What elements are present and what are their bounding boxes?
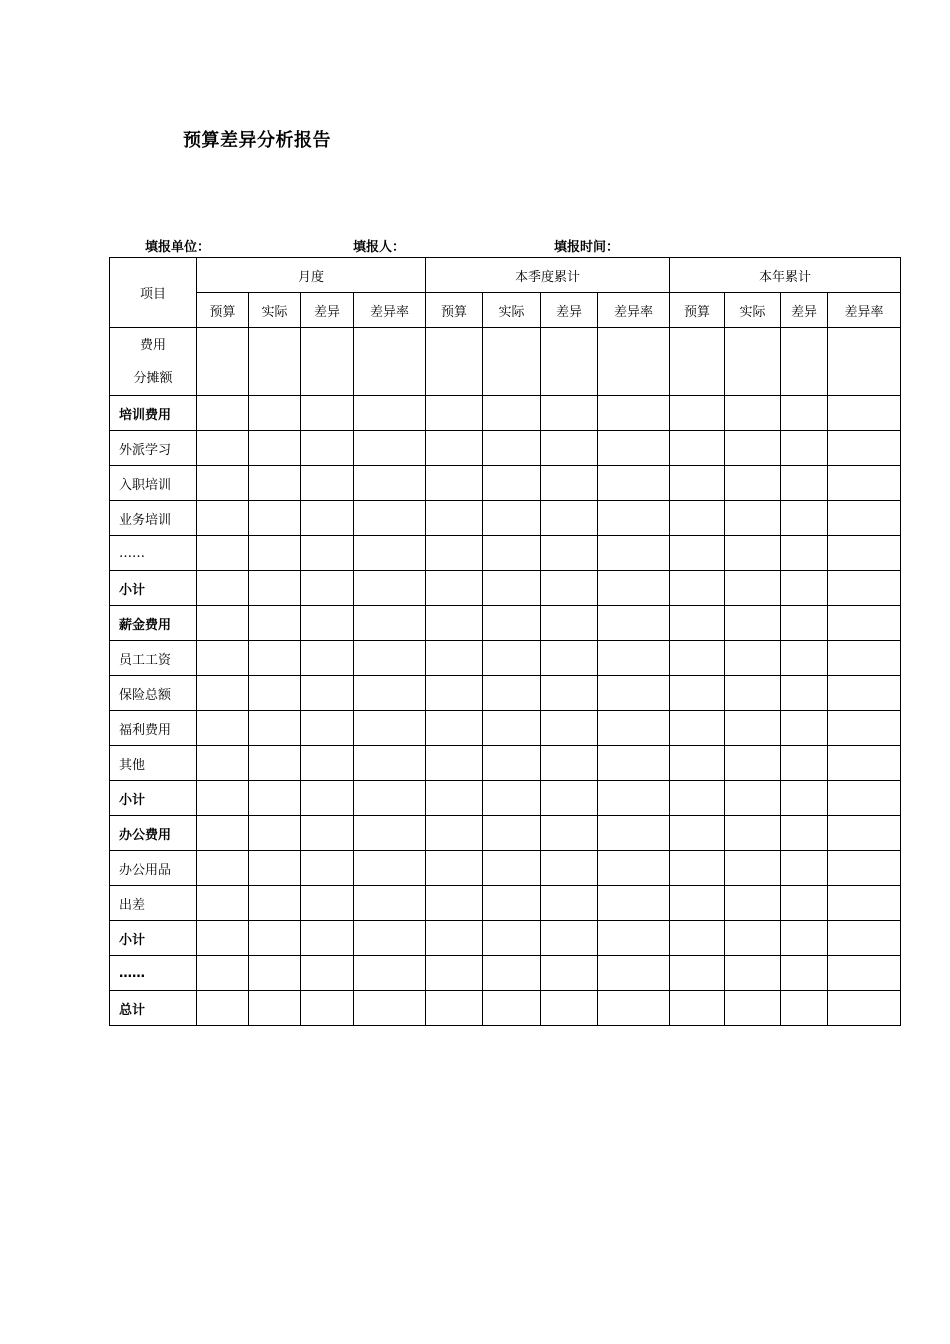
table-cell	[249, 711, 301, 746]
table-cell	[828, 606, 901, 641]
table-cell	[197, 886, 249, 921]
table-cell	[426, 816, 483, 851]
table-cell	[483, 571, 541, 606]
table-cell	[483, 711, 541, 746]
table-cell	[197, 781, 249, 816]
row-label: ……	[110, 536, 197, 571]
row-label: 小计	[110, 921, 197, 956]
table-row	[110, 781, 901, 816]
table-cell	[354, 466, 426, 501]
table-row	[110, 501, 901, 536]
table-row	[110, 991, 901, 1026]
table-cell	[249, 921, 301, 956]
row-label-line-1: 费用	[139, 337, 166, 353]
table-cell	[598, 886, 670, 921]
row-label: 其他	[110, 746, 197, 781]
table-cell	[301, 676, 354, 711]
table-cell	[426, 571, 483, 606]
row-label: 入职培训	[110, 466, 197, 501]
table-cell	[249, 641, 301, 676]
table-cell	[426, 328, 483, 396]
table-cell	[426, 956, 483, 991]
table-cell	[670, 396, 725, 431]
table-cell	[828, 571, 901, 606]
table-cell	[354, 781, 426, 816]
table-cell	[301, 466, 354, 501]
subheader-monthly-budget: 预算	[197, 293, 249, 328]
table-row	[110, 396, 901, 431]
row-label: 培训费用	[110, 396, 197, 431]
table-cell	[670, 851, 725, 886]
table-cell	[541, 781, 598, 816]
table-cell	[828, 396, 901, 431]
table-cell	[426, 536, 483, 571]
table-cell	[598, 676, 670, 711]
table-cell	[781, 571, 828, 606]
item-header: 项目	[110, 258, 197, 328]
group-header-year: 本年累计	[670, 258, 901, 293]
table-row	[110, 431, 901, 466]
table-cell	[670, 816, 725, 851]
table-cell	[541, 676, 598, 711]
table-cell	[354, 396, 426, 431]
table-cell	[483, 536, 541, 571]
table-cell	[354, 851, 426, 886]
table-cell	[426, 676, 483, 711]
table-cell	[301, 571, 354, 606]
table-cell	[541, 921, 598, 956]
table-cell	[781, 956, 828, 991]
table-cell	[249, 571, 301, 606]
table-cell	[725, 641, 781, 676]
table-cell	[598, 606, 670, 641]
table-cell	[541, 956, 598, 991]
table-cell	[301, 711, 354, 746]
table-cell	[828, 851, 901, 886]
table-cell	[197, 991, 249, 1026]
table-cell	[483, 851, 541, 886]
table-cell	[670, 641, 725, 676]
table-cell	[354, 676, 426, 711]
table-cell	[670, 606, 725, 641]
table-cell	[541, 606, 598, 641]
table-cell	[301, 886, 354, 921]
table-cell	[781, 711, 828, 746]
table-cell	[781, 816, 828, 851]
table-cell	[249, 606, 301, 641]
table-cell	[426, 781, 483, 816]
table-cell	[354, 816, 426, 851]
table-cell	[483, 676, 541, 711]
row-label: 外派学习	[110, 431, 197, 466]
table-cell	[598, 466, 670, 501]
table-cell	[197, 851, 249, 886]
table-cell	[781, 501, 828, 536]
table-cell	[483, 396, 541, 431]
table-cell	[828, 711, 901, 746]
subheader-monthly-actual: 实际	[249, 293, 301, 328]
table-cell	[301, 851, 354, 886]
table-cell	[670, 431, 725, 466]
table-cell	[781, 396, 828, 431]
table-cell	[541, 571, 598, 606]
table-cell	[828, 466, 901, 501]
table-cell	[725, 676, 781, 711]
table-cell	[426, 886, 483, 921]
table-cell	[354, 606, 426, 641]
table-cell	[598, 851, 670, 886]
table-cell	[670, 956, 725, 991]
table-cell	[249, 816, 301, 851]
table-cell	[781, 431, 828, 466]
row-label: 小计	[110, 571, 197, 606]
table-cell	[725, 501, 781, 536]
table-cell	[249, 991, 301, 1026]
table-cell	[483, 641, 541, 676]
table-cell	[249, 501, 301, 536]
table-cell	[598, 956, 670, 991]
table-cell	[541, 746, 598, 781]
table-cell	[598, 816, 670, 851]
reporter-label: 填报人：	[353, 240, 406, 255]
table-cell	[598, 711, 670, 746]
table-cell	[249, 396, 301, 431]
table-cell	[598, 641, 670, 676]
table-cell	[670, 676, 725, 711]
table-cell	[483, 991, 541, 1026]
table-cell	[426, 396, 483, 431]
table-cell	[598, 781, 670, 816]
table-cell	[725, 886, 781, 921]
table-cell	[725, 956, 781, 991]
table-cell	[301, 746, 354, 781]
table-cell	[725, 816, 781, 851]
table-cell	[725, 571, 781, 606]
table-cell	[483, 328, 541, 396]
table-cell	[725, 328, 781, 396]
table-cell	[541, 466, 598, 501]
table-cell	[301, 781, 354, 816]
table-cell	[541, 328, 598, 396]
table-cell	[725, 781, 781, 816]
table-cell	[197, 676, 249, 711]
table-cell	[483, 956, 541, 991]
table-cell	[197, 641, 249, 676]
table-cell	[670, 571, 725, 606]
table-cell	[781, 781, 828, 816]
table-cell	[483, 466, 541, 501]
table-cell	[781, 606, 828, 641]
table-cell	[725, 746, 781, 781]
table-cell	[828, 501, 901, 536]
subheader-monthly-variance-rate: 差异率	[354, 293, 426, 328]
table-cell	[781, 676, 828, 711]
report-time-label: 填报时间：	[554, 240, 620, 255]
table-cell	[541, 991, 598, 1026]
table-cell	[301, 501, 354, 536]
table-cell	[249, 746, 301, 781]
table-cell	[426, 921, 483, 956]
page-title: 预算差异分析报告	[183, 130, 331, 151]
table-cell	[249, 886, 301, 921]
row-label: 出差	[110, 886, 197, 921]
table-row	[110, 816, 901, 851]
table-row	[110, 921, 901, 956]
subheader-quarter-actual: 实际	[483, 293, 541, 328]
table-cell	[725, 536, 781, 571]
table-cell	[249, 956, 301, 991]
table-cell	[354, 536, 426, 571]
table-header-row	[110, 258, 901, 293]
table-cell	[598, 396, 670, 431]
table-cell	[426, 711, 483, 746]
table-cell	[725, 921, 781, 956]
table-cell	[301, 991, 354, 1026]
table-cell	[426, 746, 483, 781]
table-cell	[541, 501, 598, 536]
table-cell	[670, 501, 725, 536]
table-cell	[828, 991, 901, 1026]
subheader-year-budget: 预算	[670, 293, 725, 328]
table-cell	[781, 851, 828, 886]
row-label: 小计	[110, 781, 197, 816]
row-label-expense-allocation	[110, 328, 197, 396]
table-cell	[828, 641, 901, 676]
row-label: 员工工资	[110, 641, 197, 676]
table-cell	[197, 396, 249, 431]
table-cell	[781, 921, 828, 956]
table-cell	[301, 816, 354, 851]
table-cell	[426, 851, 483, 886]
table-row-expense-allocation	[110, 328, 901, 396]
table-row	[110, 606, 901, 641]
budget-variance-table	[109, 257, 901, 1026]
table-cell	[670, 921, 725, 956]
subheader-quarter-variance-rate: 差异率	[598, 293, 670, 328]
table-cell	[598, 536, 670, 571]
row-label: 福利费用	[110, 711, 197, 746]
table-cell	[426, 606, 483, 641]
table-cell	[197, 536, 249, 571]
table-cell	[541, 711, 598, 746]
table-cell	[354, 711, 426, 746]
table-cell	[670, 328, 725, 396]
group-header-monthly: 月度	[197, 258, 426, 293]
table-cell	[781, 536, 828, 571]
table-cell	[828, 676, 901, 711]
table-cell	[781, 328, 828, 396]
row-label: 办公费用	[110, 816, 197, 851]
table-cell	[725, 606, 781, 641]
table-cell	[541, 886, 598, 921]
table-cell	[249, 328, 301, 396]
table-cell	[598, 431, 670, 466]
table-cell	[781, 641, 828, 676]
table-cell	[354, 886, 426, 921]
table-cell	[354, 956, 426, 991]
table-cell	[725, 431, 781, 466]
table-cell	[197, 746, 249, 781]
table-cell	[598, 746, 670, 781]
reporting-unit-label: 填报单位：	[145, 240, 211, 255]
table-cell	[670, 466, 725, 501]
table-cell	[781, 991, 828, 1026]
table-cell	[781, 466, 828, 501]
table-row	[110, 641, 901, 676]
subheader-year-variance: 差异	[781, 293, 828, 328]
table-cell	[598, 991, 670, 1026]
table-row	[110, 851, 901, 886]
table-cell	[670, 991, 725, 1026]
table-cell	[249, 676, 301, 711]
table-row	[110, 711, 901, 746]
table-cell	[781, 746, 828, 781]
table-cell	[301, 396, 354, 431]
table-cell	[725, 466, 781, 501]
table-cell	[483, 781, 541, 816]
table-row	[110, 536, 901, 571]
table-cell	[197, 921, 249, 956]
table-cell	[249, 466, 301, 501]
table-cell	[725, 851, 781, 886]
subheader-monthly-variance: 差异	[301, 293, 354, 328]
table-cell	[598, 571, 670, 606]
table-cell	[541, 431, 598, 466]
table-cell	[670, 781, 725, 816]
table-cell	[670, 886, 725, 921]
row-label: 业务培训	[110, 501, 197, 536]
table-cell	[354, 641, 426, 676]
table-row	[110, 956, 901, 991]
table-cell	[301, 606, 354, 641]
table-cell	[301, 536, 354, 571]
table-cell	[354, 501, 426, 536]
table-cell	[483, 501, 541, 536]
table-cell	[483, 606, 541, 641]
table-cell	[541, 851, 598, 886]
table-row	[110, 571, 901, 606]
table-cell	[598, 921, 670, 956]
table-cell	[483, 921, 541, 956]
table-cell	[301, 921, 354, 956]
table-cell	[426, 501, 483, 536]
row-label: 保险总额	[110, 676, 197, 711]
table-cell	[354, 571, 426, 606]
table-cell	[670, 711, 725, 746]
table-cell	[354, 431, 426, 466]
row-label: 办公用品	[110, 851, 197, 886]
table-cell	[249, 851, 301, 886]
table-row	[110, 746, 901, 781]
table-row	[110, 886, 901, 921]
table-cell	[354, 991, 426, 1026]
table-cell	[249, 536, 301, 571]
table-cell	[725, 711, 781, 746]
table-cell	[301, 956, 354, 991]
table-cell	[483, 816, 541, 851]
table-cell	[828, 431, 901, 466]
table-cell	[670, 746, 725, 781]
table-cell	[725, 991, 781, 1026]
table-cell	[197, 501, 249, 536]
table-cell	[725, 396, 781, 431]
table-cell	[828, 536, 901, 571]
subheader-year-variance-rate: 差异率	[828, 293, 901, 328]
table-cell	[598, 328, 670, 396]
table-cell	[197, 956, 249, 991]
table-cell	[541, 536, 598, 571]
row-label: 总计	[110, 991, 197, 1026]
table-cell	[197, 571, 249, 606]
table-cell	[828, 816, 901, 851]
table-cell	[197, 711, 249, 746]
subheader-quarter-variance: 差异	[541, 293, 598, 328]
subheader-year-actual: 实际	[725, 293, 781, 328]
table-cell	[828, 781, 901, 816]
table-cell	[828, 328, 901, 396]
table-cell	[354, 328, 426, 396]
table-cell	[483, 886, 541, 921]
table-cell	[197, 466, 249, 501]
table-cell	[301, 328, 354, 396]
table-cell	[301, 641, 354, 676]
table-cell	[197, 431, 249, 466]
table-cell	[598, 501, 670, 536]
table-cell	[197, 816, 249, 851]
row-label: 薪金费用	[110, 606, 197, 641]
row-label: ……	[110, 956, 197, 991]
table-cell	[541, 816, 598, 851]
table-row	[110, 676, 901, 711]
table-cell	[426, 431, 483, 466]
table-cell	[354, 746, 426, 781]
table-cell	[249, 781, 301, 816]
table-cell	[828, 746, 901, 781]
table-cell	[197, 328, 249, 396]
table-cell	[426, 466, 483, 501]
table-row	[110, 466, 901, 501]
table-cell	[541, 641, 598, 676]
table-cell	[483, 431, 541, 466]
table-cell	[301, 431, 354, 466]
table-cell	[483, 746, 541, 781]
subheader-quarter-budget: 预算	[426, 293, 483, 328]
table-cell	[426, 641, 483, 676]
table-subheader-row	[110, 293, 901, 328]
table-cell	[828, 886, 901, 921]
table-cell	[828, 956, 901, 991]
table-cell	[781, 886, 828, 921]
table-cell	[541, 396, 598, 431]
table-cell	[828, 921, 901, 956]
table-cell	[354, 921, 426, 956]
table-cell	[197, 606, 249, 641]
table-cell	[249, 431, 301, 466]
table-cell	[426, 991, 483, 1026]
group-header-quarter: 本季度累计	[426, 258, 670, 293]
table-cell	[670, 536, 725, 571]
row-label-line-2: 分摊额	[133, 370, 173, 386]
